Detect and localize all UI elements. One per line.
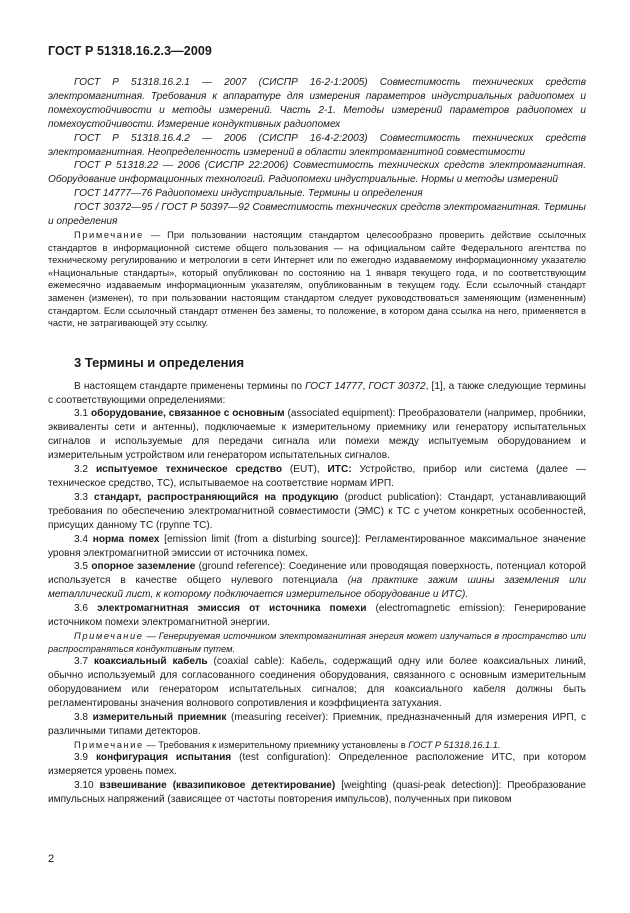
term-title: электромагнитная эмиссия от источника помехи <box>97 603 367 615</box>
term-title: оборудование, связанное с основным <box>90 408 285 420</box>
term-number: 3.4 <box>74 533 93 545</box>
term-3-1 <box>48 407 586 463</box>
term-number: 3.9 <box>74 752 96 764</box>
term-3-5 <box>48 560 586 602</box>
term-definition: (ground reference): Соединение или проводящая поверхность, потенциал которой используется в качестве общего нулевого потенциала <box>48 561 586 587</box>
term-3-4 <box>48 533 586 561</box>
term-3-7 <box>48 655 586 711</box>
term-abbreviation: ИТС: <box>327 464 352 476</box>
intro-sep: , <box>362 380 369 392</box>
page-number: 2 <box>48 853 55 865</box>
term-number: 3.7 <box>74 656 94 668</box>
term-title: норма помех <box>92 533 160 545</box>
term-title: опорное заземление <box>91 561 196 573</box>
term-definition: (product publication): Стандарт, устанавливающий требования по обеспечению электромагнитной совместимости (ЭМС) к ТС с учетом конкретных особенностей, присущих данному ТС (группе ТС). <box>48 491 587 531</box>
term-number: 3.2 <box>74 464 96 476</box>
section-title: 3 Термины и определения <box>74 354 245 370</box>
term-number: 3.8 <box>74 711 93 723</box>
note-text: — Требования к измерительному приемнику установлены в <box>143 739 409 750</box>
term-title: стандарт, распространяющийся на продукцию <box>94 491 339 503</box>
note-label: Примечание <box>74 229 144 240</box>
intro-text: , [1], а также следующие термины с соответствующими определениями: <box>48 380 587 406</box>
term-definition: (coaxial cable): Кабель, содержащий одну или более коаксиальных линий, обычно используемый для согласованного соединения оборудования, связанного с основным измерительным оборудованием или генератором испытательных сигналов; для коаксиального кабеля должны быть регламентированы значения волнового сопротивления и коэффициента затухания. <box>48 656 587 709</box>
intro-ref: ГОСТ 14777 <box>305 380 363 392</box>
term-title: взвешивание (квазипиковое детектирование) <box>99 779 336 791</box>
intro-ref: ГОСТ 30372 <box>368 380 426 392</box>
reference-item: ГОСТ Р 51318.16.4.2 — 2006 (СИСПР 16-4-2:2003) Совместимость технических средств электромагнитная. Неопределенность измерений в области электромагнитной совместимости <box>48 132 586 158</box>
term-title: испытуемое техническое средство <box>95 464 282 476</box>
intro-text: В настоящем стандарте применены термины по <box>74 380 306 392</box>
term-definition: (associated equipment): Преобразователи (например, пробники, эквиваленты сети и антенны), подключаемые к измерительному приемнику или генератору испытательных сигналов и используемые для передачи сигнала или помехи между испытуемым оборудованием и измерительным устройством или генератором испытательных сигналов. <box>48 408 586 462</box>
term-3-6 <box>48 602 586 630</box>
note-label: Примечание <box>74 630 144 641</box>
section-intro <box>48 380 586 408</box>
term-english: (EUT), <box>282 464 328 476</box>
reference-item: ГОСТ 30372—95 / ГОСТ Р 50397—92 Совместимость технических средств электромагнитная. Термины и определения <box>48 202 586 228</box>
term-definition: (measuring receiver): Приемник, предназначенный для измерения ИРП, с различными типами детекторов. <box>48 711 586 737</box>
reference-item: ГОСТ 14777—76 Радиопомехи индустриальные. Термины и определения <box>74 188 423 200</box>
term-3-8 <box>48 711 586 739</box>
term-3-10 <box>48 779 586 807</box>
term-definition-italic: (на практике зажим шины заземления или металлический лист, к которому подключается измерительное оборудование и ИТС). <box>48 575 586 601</box>
term-title: измерительный приемник <box>92 711 227 723</box>
reference-item: ГОСТ Р 51318.22 — 2006 (СИСПР 22:2006) Совместимость технических средств электромагнитная. Оборудование информационных технологий. Радиопомехи индустриальные. Нормы и методы измерений <box>48 160 586 186</box>
term-number: 3.3 <box>74 491 95 503</box>
term-number: 3.10 <box>74 779 100 791</box>
term-definition: (test configuration): Определенное расположение ИТС, при котором измеряется уровень помех. <box>48 752 587 778</box>
note-paragraph <box>48 229 586 330</box>
document-body <box>48 76 586 807</box>
note-label: Примечание <box>74 739 144 750</box>
note-paragraph <box>48 739 586 752</box>
term-3-3 <box>48 491 586 533</box>
document-header: ГОСТ Р 51318.16.2.3—2009 <box>48 44 212 58</box>
term-title: коаксиальный кабель <box>93 656 208 668</box>
note-text: — Генерируемая источником электромагнитная энергия может излучаться в пространство или распространяться кондуктивным путем. <box>48 630 586 654</box>
term-definition: (electromagnetic emission): Генерирование источником помехи электромагнитной энергии. <box>48 603 587 629</box>
term-3-9 <box>48 751 586 779</box>
reference-item: ГОСТ Р 51318.16.2.1 — 2007 (СИСПР 16-2-1:2005) Совместимость технических средств электромагнитная. Требования к аппаратуре для измерения параметров индустриальных радиопомех и помехоустойчивости и методы измерений. Часть 2-1. Методы измерений параметров радиопомех и помехоустойчивости. Измерение кондуктивных радиопомех <box>48 77 586 130</box>
term-number: 3.6 <box>74 603 98 615</box>
note-text: — При пользовании настоящим стандартом целесообразно проверить действие ссылочных стандартов в информационной системе общего пользования — на официальном сайте Федерального агентства по техническому регулированию и метрологии в сети Интернет или по ежегодно издаваемому информационному указателю «Национальные стандарты», который опубликован по состоянию на 1 января текущего года, и по соответствующим ежемесячно издаваемым информационным указателям, опубликованным в текущем году. Если ссылочный стандарт заменен (изменен), то при пользовании настоящим стандартом следует руководствоваться заменяющим (измененным) стандартом. Если ссылочный стандарт отменен без замены, то положение, в котором дана ссылка на него, применяется в части, не затрагивающей эту ссылку. <box>48 229 586 329</box>
note-paragraph <box>48 630 586 655</box>
term-definition: Устройство, прибор или система (далее — техническое средство, ТС), испытываемое на соответствие нормам ИРП. <box>48 464 587 489</box>
term-definition: [weighting (quasi-peak detection)]: Преобразование импульсных напряжений (зависящее от частоты повторения импульсов), полученных при пиковом <box>48 779 587 805</box>
term-title: конфигурация испытания <box>95 752 232 764</box>
term-3-2 <box>48 463 586 491</box>
term-number: 3.5 <box>74 561 92 573</box>
term-definition: [emission limit (from a disturbing source)]: Регламентированное максимальное значение уровня электромагнитной эмиссии от источника помех. <box>48 533 586 559</box>
term-number: 3.1 <box>74 408 91 420</box>
note-ref: ГОСТ Р 51318.16.1.1. <box>408 739 501 750</box>
